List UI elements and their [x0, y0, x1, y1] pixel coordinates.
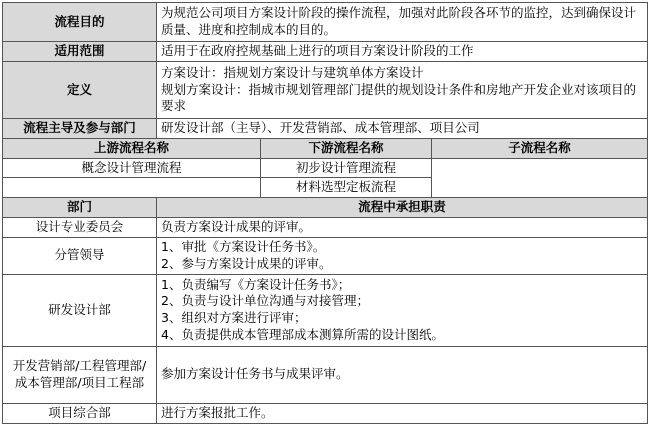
duties-cell: 1、审批《方案设计任务书》。 2、参与方案设计成果的评审。 — [157, 237, 648, 274]
dept-cell: 项目综合部 — [3, 403, 157, 423]
flow-row-1 — [3, 158, 648, 178]
purpose-row — [3, 3, 648, 42]
upstream-header: 上游流程名称 — [3, 139, 261, 159]
duties-cell: 1、负责编写《方案设计任务书》； 2、负责与设计单位沟通与对接管理； 3、组织对方案进行评审； 4、负责提供成本管理部成本测算所需的设计图纸。 — [157, 274, 648, 346]
duties-cell: 进行方案报批工作。 — [157, 403, 648, 423]
responsibility-row — [3, 403, 648, 423]
definition-text: 方案设计：指规划方案设计与建筑单体方案设计 规划方案设计：指城市规划管理部门提供的规划设计条件和房地产开发企业对该项目的要求 — [157, 62, 648, 119]
duties-header: 流程中承担职责 — [157, 197, 648, 217]
responsibility-row — [3, 346, 648, 403]
dept-cell: 设计专业委员会 — [3, 217, 157, 237]
responsibility-row — [3, 237, 648, 274]
upstream-flow: 概念设计管理流程 — [3, 158, 261, 178]
responsibility-row — [3, 217, 648, 237]
subflow-cell — [432, 158, 648, 197]
lead-label: 流程主导及参与部门 — [3, 119, 157, 139]
duties-cell: 参加方案设计任务书与成果评审。 — [157, 346, 648, 403]
scope-text: 适用于在政府控规基础上进行的项目方案设计阶段的工作 — [157, 42, 648, 62]
downstream-header: 下游流程名称 — [261, 139, 432, 159]
lead-text: 研发设计部（主导）、开发营销部、成本管理部、项目公司 — [157, 119, 648, 139]
dept-header: 部门 — [3, 197, 157, 217]
duties-cell: 负责方案设计成果的评审。 — [157, 217, 648, 237]
flow-header-row — [3, 139, 648, 159]
scope-label: 适用范围 — [3, 42, 157, 62]
purpose-text: 为规范公司项目方案设计阶段的操作流程，加强对此阶段各环节的监控，达到确保设计质量、进度和控制成本的目的。 — [157, 3, 648, 42]
downstream-flow-1: 初步设计管理流程 — [261, 158, 432, 178]
purpose-label: 流程目的 — [3, 3, 157, 42]
scope-row — [3, 42, 648, 62]
dept-cell: 分管领导 — [3, 237, 157, 274]
responsibility-row — [3, 274, 648, 346]
responsibility-header-row — [3, 197, 648, 217]
upstream-empty-cell — [3, 178, 261, 198]
downstream-flow-2: 材料选型定板流程 — [261, 178, 432, 198]
dept-cell: 开发营销部/工程管理部/成本管理部/项目工程部 — [3, 346, 157, 403]
lead-row — [3, 119, 648, 139]
process-table — [2, 2, 648, 424]
dept-cell: 研发设计部 — [3, 274, 157, 346]
definition-label: 定义 — [3, 62, 157, 119]
subflow-header: 子流程名称 — [432, 139, 648, 159]
definition-row — [3, 62, 648, 119]
